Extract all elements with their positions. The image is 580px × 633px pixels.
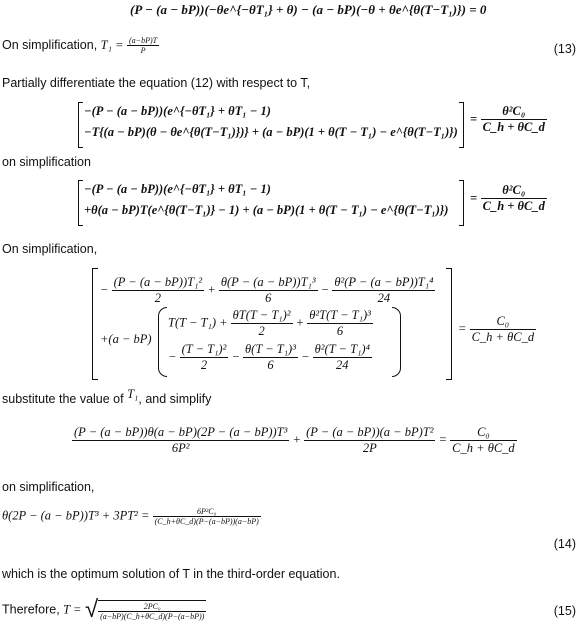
paragraph-on-simplification-2: On simplification, — [2, 242, 98, 256]
eq2-row1: −(P − (a − bP))(e^{−θT₁} + θT₁ − 1) — [84, 104, 271, 118]
paragraph-substitute: substitute the value of T₁, and simplify — [2, 387, 212, 406]
eq6-rhs-fraction: $\frac{\text{6P²C₀}}{(C\_h+\theta C\_d)(P-(a-bP))(a-bP)}$ — [154, 507, 259, 526]
eq3-rhs: = $\frac{\text{θ²C₀}}{C\_h + \theta C\_d}$ — [470, 183, 545, 213]
sqrt-symbol: √ — [84, 596, 99, 623]
eq5-term-a: $\frac{\text{(P − (a − bP))θ(a − bP)(2P − (a − bP))T³}}{\text{6P²}}$ — [74, 425, 288, 455]
eq3-row2: +θ(a − bP)T(e^{θ(T−T₁)} − 1) + (a − bP)(1 + θ(T − T₁) − e^{θ(T−T₁)}) — [84, 203, 449, 217]
equation-number-15: (15) — [553, 604, 576, 618]
eq2-rhs-num: θ²C₀ — [481, 104, 547, 120]
eq3-rhs-den: C_h + θC_d — [482, 199, 545, 213]
eq3-rhs-num: θ²C₀ — [481, 183, 547, 199]
paragraph-simplification-13 — [2, 36, 159, 55]
equation-cubic: θ(2P − (a − bP))T³ + 3PT² = $\frac{\text{6P²C₀}}{(C\_h+\theta C\_d)(P-(a-bP))(a-bP)}$ — [2, 507, 259, 526]
equation-number-13: (13) — [553, 42, 576, 56]
eq2-rhs-den: C_h + θC_d — [482, 120, 545, 134]
eq2-rhs: = $\frac{\text{θ²C₀}}{C\_h + \theta C\_d}$ — [470, 104, 545, 134]
t1-lhs: T₁ = — [100, 37, 124, 52]
paragraph-on-simplification-3: on simplification, — [2, 480, 95, 494]
t1-denominator: P — [140, 46, 146, 55]
t1-fraction — [127, 36, 159, 55]
eq3-rhs-fraction — [481, 183, 547, 214]
equation-number-14: (14) — [553, 537, 576, 551]
eq5-term-b: $\frac{\text{(P − (a − bP))(a − bP)T²}}{2P}$ — [306, 425, 434, 455]
equation-substituted: $\frac{\text{(P − (a − bP))θ(a − bP)(2P − (a − bP))T³}}{\text{6P²}}$ + $\frac{\text{(P − (a − bP))(a − bP)T²}}{2P}$ = $\frac{\text{C₀}}{C\_h + \theta C\_d}$ — [74, 425, 515, 455]
paragraph-on-simplification-1: on simplification — [2, 155, 91, 169]
t1-numerator: (a−bP)T — [129, 36, 158, 45]
right-bracket — [459, 102, 464, 148]
term2: $\frac{\text{θ(P − (a − bP))T₁³}}{6}$ — [220, 275, 316, 305]
eq2-rhs-fraction — [481, 104, 547, 135]
paragraph-differentiate: Partially differentiate the equation (12) with respect to T, — [2, 76, 311, 90]
term3: $\frac{\text{θ²(P − (a − bP))T₁⁴}}{24}$ — [334, 275, 434, 305]
eq15-fraction: $\frac{\text{2PC₀}}{(a-bP)(C\_h+\theta C\_d)(P-(a-bP))}$ — [100, 601, 205, 621]
inner-right-paren — [392, 307, 401, 377]
eq4-rhs: = $\frac{\text{C₀}}{C\_h + \theta C\_d}$ — [458, 314, 535, 344]
left-bracket — [78, 102, 83, 148]
eq4-inner-row2: − $\frac{\text{(T − T₁)²}}{2}$ − $\frac{\text{θ(T − T₁)³}}{6}$ − $\frac{\text{θ²(T − T₁)⁴}}{24}$ — [168, 342, 370, 372]
equation-top: (P − (a − bP))(−θe^{−θT₁} + θ) − (a − bP)(−θ + θe^{θ(T−T₁)}) = 0 — [130, 2, 487, 17]
eq2-row2: −T{(a − bP)(θ − θe^{θ(T−T₁)})} + (a − bP)(1 + θ(T − T₁) − e^{θ(T−T₁)}) — [84, 125, 458, 139]
eq4-mid-prefix: +(a − bP) — [100, 332, 152, 346]
text-prefix: On simplification, — [2, 37, 98, 52]
paragraph-therefore: Therefore, T = √ $\frac{\text{2PC₀}}{(a-bP)(C\_h+\theta C\_d)(P-(a-bP))}$ — [2, 596, 205, 623]
eq5-rhs: $\frac{\text{C₀}}{C\_h + \theta C\_d}$ — [452, 425, 515, 455]
term1: $\frac{\text{(P − (a − bP))T₁²}}{2}$ — [113, 275, 203, 305]
outer-right-bracket — [446, 268, 452, 380]
paragraph-optimum: which is the optimum solution of T in the third-order equation. — [2, 567, 340, 581]
t1-symbol: T₁ — [127, 387, 139, 401]
outer-left-bracket — [92, 268, 98, 380]
right-bracket — [459, 180, 464, 226]
eq4-inner-row1: T(T − T₁) + $\frac{\text{θT(T − T₁)²}}{2}$ + $\frac{\text{θ²T(T − T₁)³}}{6}$ — [168, 308, 371, 338]
inner-left-paren — [158, 307, 167, 377]
eq4-row1: − $\frac{\text{(P − (a − bP))T₁²}}{2}$ + $\frac{\text{θ(P − (a − bP))T₁³}}{6}$ − $\frac{\text{θ²(P − (a − bP))T₁⁴}}{24}$ — [100, 275, 434, 305]
eq3-row1: −(P − (a − bP))(e^{−θT₁} + θT₁ − 1) — [84, 182, 271, 196]
left-bracket — [78, 180, 83, 226]
